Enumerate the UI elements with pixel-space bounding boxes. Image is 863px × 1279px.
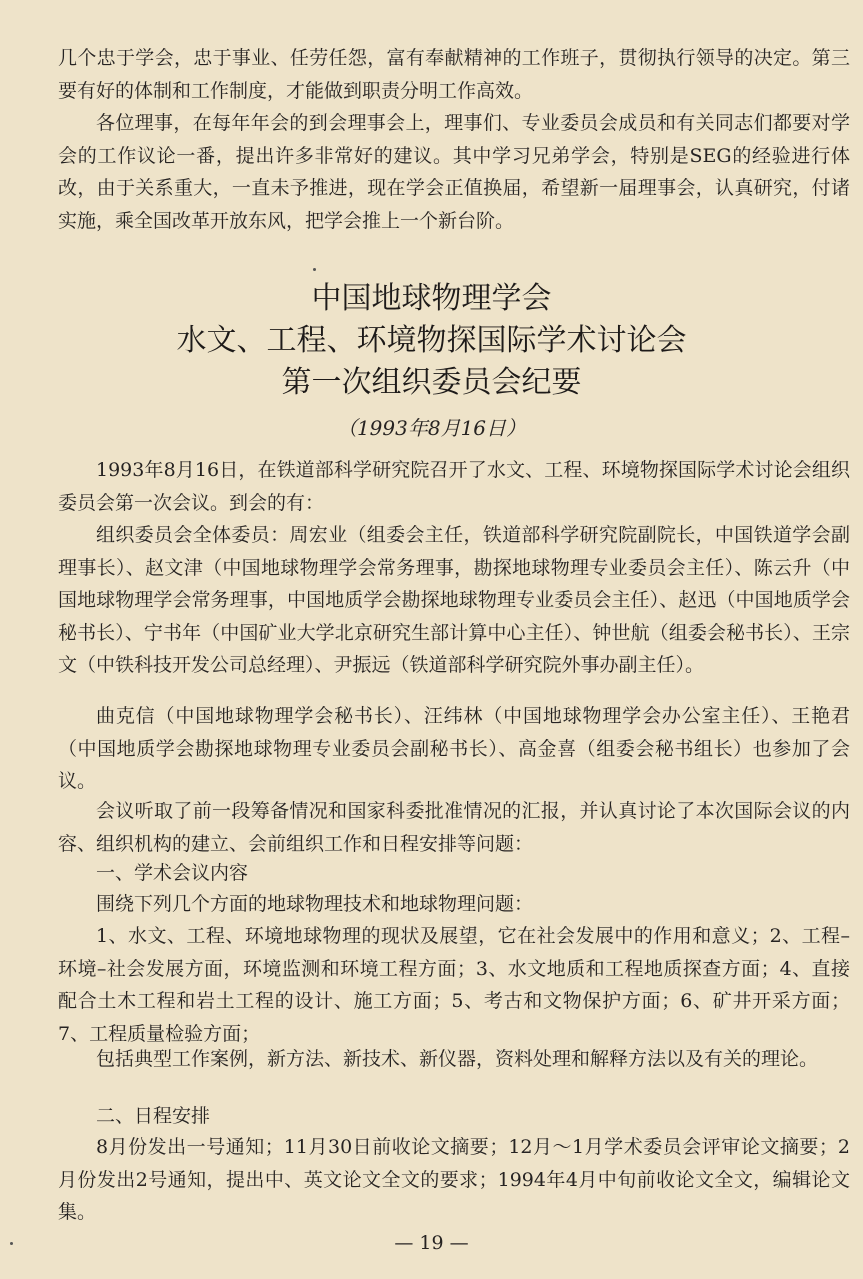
- paragraph-topics-list: 1、水文、工程、环境地球物理的现状及展望，它在社会发展中的作用和意义；2、工程–环境–社会发展方面，环境监测和环境工程方面；3、水文地质和工程地质探查方面；4、直接配合土木工程和岩土工程的设计、施工方面；5、考古和文物保护方面；6、矿井开采方面；7、工程质量检验方面；: [58, 925, 850, 1045]
- title-line-2: 水文、工程、环境物探国际学术讨论会: [176, 323, 687, 358]
- section-heading-academic-content: 一、学术会议内容: [96, 862, 249, 884]
- paragraph-schedule: 8月份发出一号通知；11月30日前收论文摘要；12月～1月学术委员会评审论文摘要；2月份发出2号通知，提出中、英文论文全文的要求；1994年4月中旬前收论文全文，编辑论文集。: [58, 1136, 850, 1223]
- paragraph-meeting-intro: 1993年8月16日，在铁道部科学研究院召开了水文、工程、环境物探国际学术讨论会组织委员会第一次会议。到会的有：: [58, 459, 850, 514]
- paragraph-topics-intro: 围绕下列几个方面的地球物理技术和地球物理问题：: [96, 893, 534, 915]
- page-number: — 19 —: [394, 1232, 469, 1254]
- print-speck: [10, 1242, 13, 1245]
- paragraph-continuation: 几个忠于学会，忠于事业、任劳任怨，富有奉献精神的工作班子，贯彻执行领导的决定。第三要有好的体制和工作制度，才能做到职责分明工作高效。: [58, 47, 850, 102]
- title-line-3: 第一次组织委员会纪要: [281, 365, 582, 400]
- title-line-1: 中国地球物理学会: [311, 281, 552, 316]
- paragraph-committee-members: 组织委员会全体委员：周宏业（组委会主任，铁道部科学研究院副院长，中国铁道学会副理事长）、赵文津（中国地球物理学会常务理事，勘探地球物理专业委员会主任）、陈云升（中国地球物理学会常务理事，中国地质学会勘探地球物理专业委员会主任）、赵迅（中国地质学会秘书长）、宁书年（中国矿业大学北京研究生部计算中心主任）、钟世航（组委会秘书长）、王宗文（中铁科技开发公司总经理）、尹振远（铁道部科学研究院外事办副主任）。: [58, 524, 850, 676]
- meeting-date: （1993年8月16日）: [336, 416, 527, 440]
- paragraph-council-suggestions: 各位理事，在每年年会的到会理事会上，理事们、专业委员会成员和有关同志们都要对学会的工作议论一番，提出许多非常好的建议。其中学习兄弟学会，特别是SEG的经验进行体改，由于关系重大，一直未予推进，现在学会正值换届，希望新一届理事会，认真研究，付诸实施，乘全国改革开放东风，把学会推上一个新台阶。: [58, 112, 850, 232]
- print-speck: [313, 268, 316, 271]
- paragraph-topics-scope: 包括典型工作案例，新方法、新技术、新仪器，资料处理和解释方法以及有关的理论。: [96, 1048, 819, 1070]
- paragraph-meeting-discussion: 会议听取了前一段筹备情况和国家科委批准情况的汇报，并认真讨论了本次国际会议的内容、组织机构的建立、会前组织工作和日程安排等问题：: [58, 800, 850, 855]
- paragraph-other-attendees: 曲克信（中国地球物理学会秘书长）、汪纬林（中国地球物理学会办公室主任）、王艳君（中国地质学会勘探地球物理专业委员会副秘书长）、高金喜（组委会秘书组长）也参加了会议。: [58, 705, 850, 792]
- section-heading-schedule: 二、日程安排: [96, 1105, 211, 1127]
